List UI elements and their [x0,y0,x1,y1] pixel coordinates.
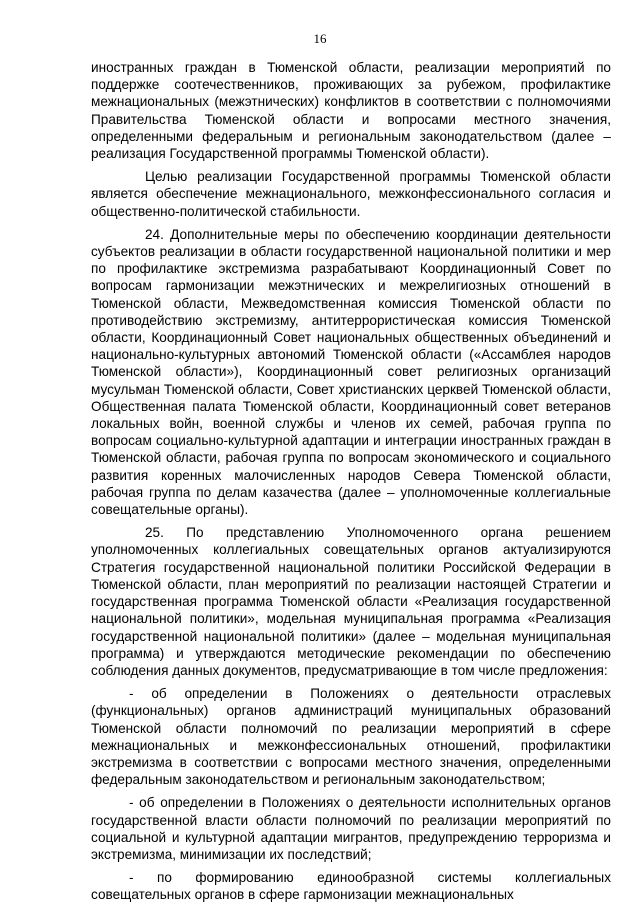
paragraph-goal: Целью реализации Государственной программы Тюменской области является обеспечение межнационального, межконфессионального согласия и общественно-политической стабильности. [91,169,611,219]
paragraph-continuation: иностранных граждан в Тюменской области, реализации мероприятий по поддержке соотечественников, проживающих за рубежом, профилактике межнациональных (межэтнических) конфликтов в соответствии с полномочиями Правительства Тюменской области и вопросами местного значения, определенными федеральным и региональным законодательством (далее – реализация Государственной программы Тюменской области). [91,60,611,162]
paragraph-item-24: 24. Дополнительные меры по обеспечению координации деятельности субъектов реализации в области государственной национальной политики и мер по профилактике экстремизма разрабатывают Координационный Совет по вопросам гармонизации межэтнических и межрелигиозных отношений в Тюменской области, Межведомственная комиссия Тюменской области по противодействию экстремизму, антитеррористическая комиссия Тюменской области, Координационный Совет национальных общественных объединений и национально-культурных автономий Тюменской области («Ассамблея народов Тюменской области»), Координационный совет религиозных организаций мусульман Тюменской области, Совет христианских церквей Тюменской области, Общественная палата Тюменской области, Координационный совет ветеранов локальных войн, военной службы и членов их семей, рабочая группа по вопросам социально-культурной адаптации и интеграции иностранных граждан в Тюменской области, рабочая группа по вопросам экономического и социального развития коренных малочисленных народов Севера Тюменской области, рабочая группа по делам казачества (далее – уполномоченные коллегиальные совещательные органы). [91,226,611,518]
list-item-collegial-bodies: - по формированию единообразной системы коллегиальных совещательных органов в сфере гармонизации межнациональных [91,870,611,903]
list-item-municipal-authorities: - об определении в Положениях о деятельности отраслевых (функциональных) органов администраций муниципальных образований Тюменской области полномочий по реализации мероприятий в сфере межнациональных и межконфессиональных отношений, профилактики экстремизма в соответствии с вопросами местного значения, определенными федеральным законодательством и региональным законодательством; [91,686,611,788]
list-item-executive-authorities: - об определении в Положениях о деятельности исполнительных органов государственной власти области полномочий по реализации мероприятий по социальной и культурной адаптации мигрантов, предупреждению терроризма и экстремизма, минимизации их последствий; [91,795,611,862]
paragraph-item-25: 25. По представлению Уполномоченного органа решением уполномоченных коллегиальных совещательных органов актуализируются Стратегия государственной национальной политики Российской Федерации в Тюменской области, план мероприятий по реализации настоящей Стратегии и государственная программа Тюменской области «Реализация государственной национальной политики», модельная муниципальная программа «Реализация государственной национальной политики» (далее – модельная муниципальная программа) и утверждаются методические рекомендации по обеспечению соблюдения данных документов, предусматривающие в том числе предложения: [91,525,611,678]
document-body [91,59,611,904]
page-number: 16 [313,31,327,46]
